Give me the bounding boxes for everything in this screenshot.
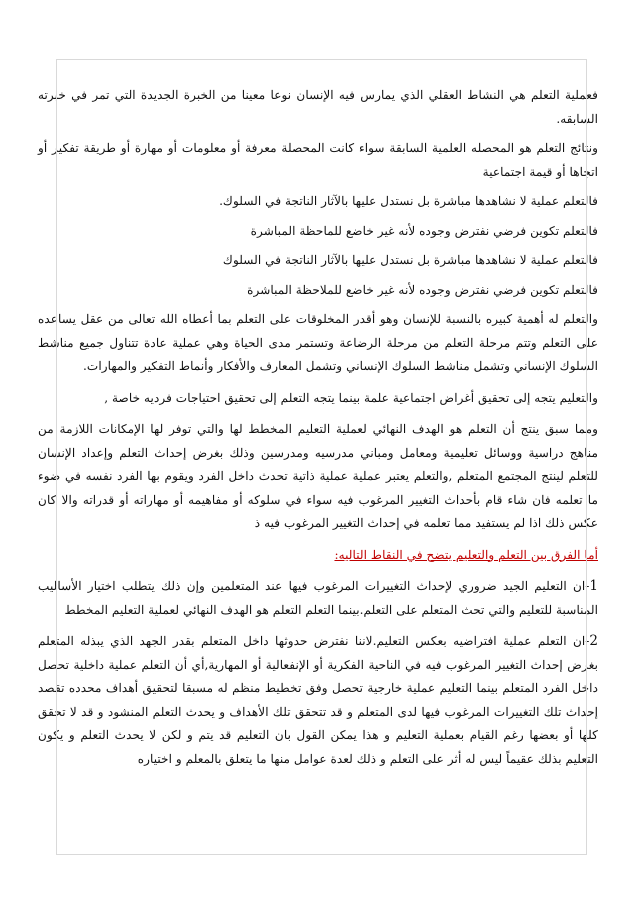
section-heading-differences: أما الفرق بين التعلم والتعليم يتضح في النقاط التاليه: xyxy=(334,547,598,562)
paragraph-learning-definition: فعملية التعلم هي النشاط العقلي الذي يمارس فيه الإنسان نوعا معينا من الخبرة الجديدة التي تمر في خبرته السابقه. xyxy=(38,88,598,126)
point-2-number: 2 xyxy=(589,633,598,649)
paragraph-summary: ومما سبق ينتج أن التعلم هو الهدف النهائي لعملية التعليم المخطط لها والتي توفر لها الإمكانات اللازمة من مناهج دراسية ووسائل تعليمية ومعامل ومباني مدرسيه ومدرسين وذلك بغرض إحداث التعلم وإعداد الإنسان للتعلم لينتج المجتمع المتعلم ,والتعلم يعتبر عملية عملية ذاتية تحدث داخل الفرد ويقوم بها الفرد نفسه في ضوء ما تعلمه فان شاء قام بأحداث التغيير المرغوب فيه سواء في سلوكه أو مفاهيمه أو مهاراته أو قدراته والا كان عكس ذلك اذا لم يستفيد مما تعلمه في إحداث التغيير المرغوب فيه ذ xyxy=(38,422,598,530)
point-1 xyxy=(38,575,598,622)
paragraph-hypothetical-construct-repeat: فالتعلم تكوين فرضي نفترض وجوده لأنه غير خاضع للملاحظة المباشرة xyxy=(247,282,598,297)
document-body xyxy=(38,84,598,771)
paragraph-importance: والتعلم له أهمية كبيره بالنسبة للإنسان وهو أقدر المخلوقات على التعلم بما أعطاه الله تعالى من عقل يساعده على التعلم وتتم مرحلة التعلم من مرحلة الرضاعة وتستمر مدى الحياة وهي عملية عادة تتناول جميع مناشط السلوك الإنساني وتشمل مناشط السلوك الإنساني وتشمل المعارف والأفكار وأنماط التفكير والمهارات. xyxy=(38,312,598,373)
paragraph-hypothetical-construct: فالتعلم تكوين فرضي نفترض وجوده لأنه غير خاضع للماحظة المباشرة xyxy=(250,223,598,238)
paragraph-indirect-process: فالتعلم عملية لا نشاهدها مباشرة بل نستدل عليها بالآثار الناتجة في السلوك. xyxy=(219,194,598,208)
point-1-number: 1 xyxy=(589,578,598,594)
paragraph-indirect-process-repeat: فالتعلم عملية لا نشاهدها مباشرة بل نستدل عليها بالآثار الناتجة في السلوك xyxy=(222,253,598,267)
point-2-text: -ان التعلم عملية افتراضيه بعكس التعليم.لاننا نفترض حدوثها داخل المتعلم بقدر الجهد الذي يبذله المتعلم بغرض إحداث التغيير المرغوب فيه في الناحية الفكرية أو الإنفعالية أو المهارية,أي أن التعلم عملية داخلية تحصل داخل الفرد المتعلم بينما التعليم عملية خارجية تحصل وفق تخطيط منظم له مسبقا لتحقيق أهداف محدده تقصد إحداث تلك التغييرات المرغوب فيها لدى المتعلم و قد تتحقق تلك الأهداف و يحدث التعلم المنشود و قد لا تحقق كلها أو بعضها رغم القيام بعملية التعليم و هذا يمكن القول بان التعليم قد يتم و لكن لا يحدث التعلم و يكون التعليم بذلك عقيماً ليس له أثر على التعلم و ذلك لعدة عوامل منها ما يتعلق بالمعلم و اختياره xyxy=(38,634,598,766)
paragraph-teaching-goals: والتعليم يتجه إلى تحقيق أغراض اجتماعية علمة بينما يتجه التعلم إلى تحقيق احتياجات فرديه خاصة , xyxy=(104,390,598,405)
point-2 xyxy=(38,630,598,771)
paragraph-learning-outcomes: ونتائج التعلم هو المحصله العلمية السابقة سواء كانت المحصلة معرفة أو معلومات أو مهارة أو طريقة تفكير أو اتجاها أو قيمة اجتماعية xyxy=(38,141,598,179)
point-1-text: -ان التعليم الجيد ضروري لإحداث التغييرات المرغوب فيها عند المتعلمين وإن ذلك يتطلب اختيار الأساليب المناسبة للتعليم والتي تحث المتعلم على التعلم.بينما التعلم التعلم هو الهدف النهائي لعملية التعليم المخطط xyxy=(38,579,598,617)
